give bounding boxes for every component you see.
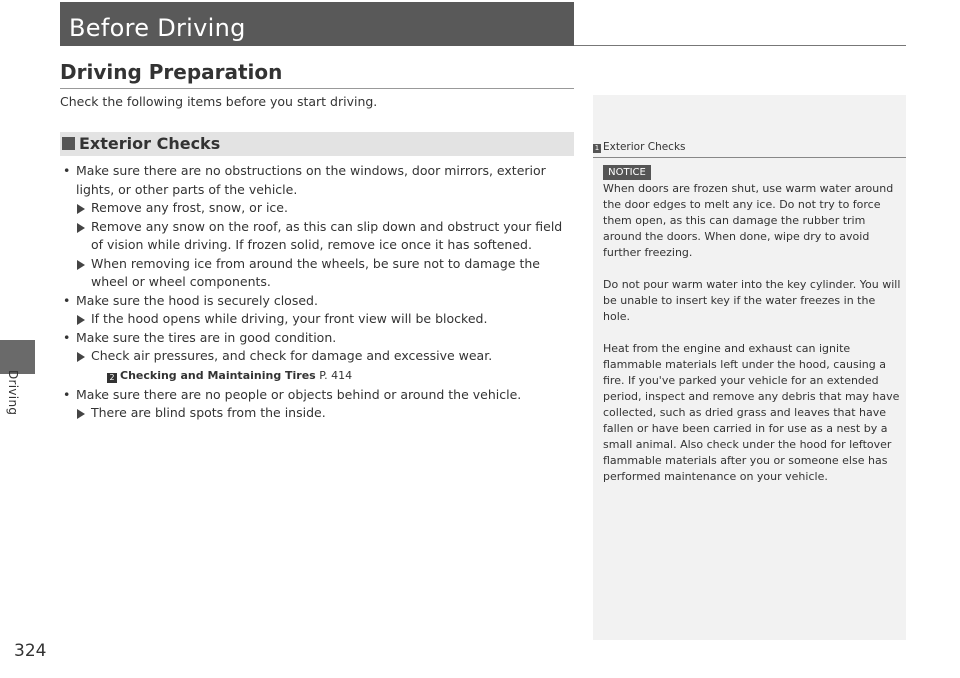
sidebar-rule: [593, 157, 906, 158]
section-square-icon: [62, 137, 75, 150]
sidebar-heading: 1 Exterior Checks: [594, 141, 686, 153]
sub-item: When removing ice from around the wheels, be sure not to damage the wheel or wheel components.: [62, 255, 574, 292]
page-number: 324: [14, 641, 47, 661]
arrow-icon: [77, 260, 85, 270]
bullet-item: • Make sure the hood is securely closed.: [63, 292, 318, 308]
sidebar-paragraph: Do not pour warm water into the key cylinder. You will be unable to insert key if the water freezes in the hole.: [603, 278, 901, 323]
cross-reference-link[interactable]: 2 Checking and Maintaining Tires P. 414: [62, 368, 574, 384]
sidebar-paragraph: When doors are frozen shut, use warm water around the door edges to melt any ice. Do not try to force them open, as this can damage the rubber trim around the doors. When done, wipe dry to avoid further freezing.: [603, 182, 894, 259]
page-header: [60, 2, 574, 46]
section-title: Driving Preparation: [60, 60, 283, 84]
bullet-item: • Make sure there are no people or objects behind or around the vehicle.: [63, 386, 522, 402]
sub-item: Remove any frost, snow, or ice.: [62, 199, 574, 218]
notice-badge: NOTICE: [603, 165, 651, 180]
exterior-checks-list: [62, 162, 574, 423]
section-rule: [60, 88, 574, 89]
exterior-checks-heading: Exterior Checks: [60, 132, 574, 156]
sub-item: There are blind spots from the inside.: [62, 404, 574, 423]
arrow-icon: [77, 352, 85, 362]
sidebar-paragraph: Heat from the engine and exhaust can ignite flammable materials left under the hood, causing a fire. If you've parked your vehicle for an extended period, inspect and remove any debris that may have collected, such as dried grass and leaves that have fallen or have been carried in for use as a nest by a small animal. Also check under the hood for leftover flammable materials after you or someone else has performed maintenance on your vehicle.: [603, 342, 900, 483]
note-marker-icon: 1: [594, 144, 600, 152]
chapter-tab: [0, 340, 35, 374]
sub-item: If the hood opens while driving, your front view will be blocked.: [62, 310, 574, 329]
sub-item: Remove any snow on the roof, as this can slip down and obstruct your field of vision while driving. If frozen solid, remove ice once it has softened.: [62, 218, 574, 255]
bullet-item: • Make sure there are no obstructions on the windows, door mirrors, exterior lights, or other parts of the vehicle.: [63, 163, 546, 197]
arrow-icon: [77, 223, 85, 233]
bullet-item: • Make sure the tires are in good condition.: [63, 329, 337, 345]
arrow-icon: [77, 204, 85, 214]
sidebar-text: [603, 181, 901, 501]
arrow-icon: [77, 315, 85, 325]
reference-arrow-icon: 2: [107, 373, 117, 383]
sidebar-notes: [593, 95, 906, 640]
intro-text: Check the following items before you start driving.: [60, 94, 378, 109]
page-title: Before Driving: [69, 14, 246, 42]
header-rule: [574, 45, 906, 46]
arrow-icon: [77, 409, 85, 419]
sub-item: Check air pressures, and check for damage and excessive wear.: [62, 347, 574, 366]
chapter-label: Driving: [6, 370, 20, 416]
